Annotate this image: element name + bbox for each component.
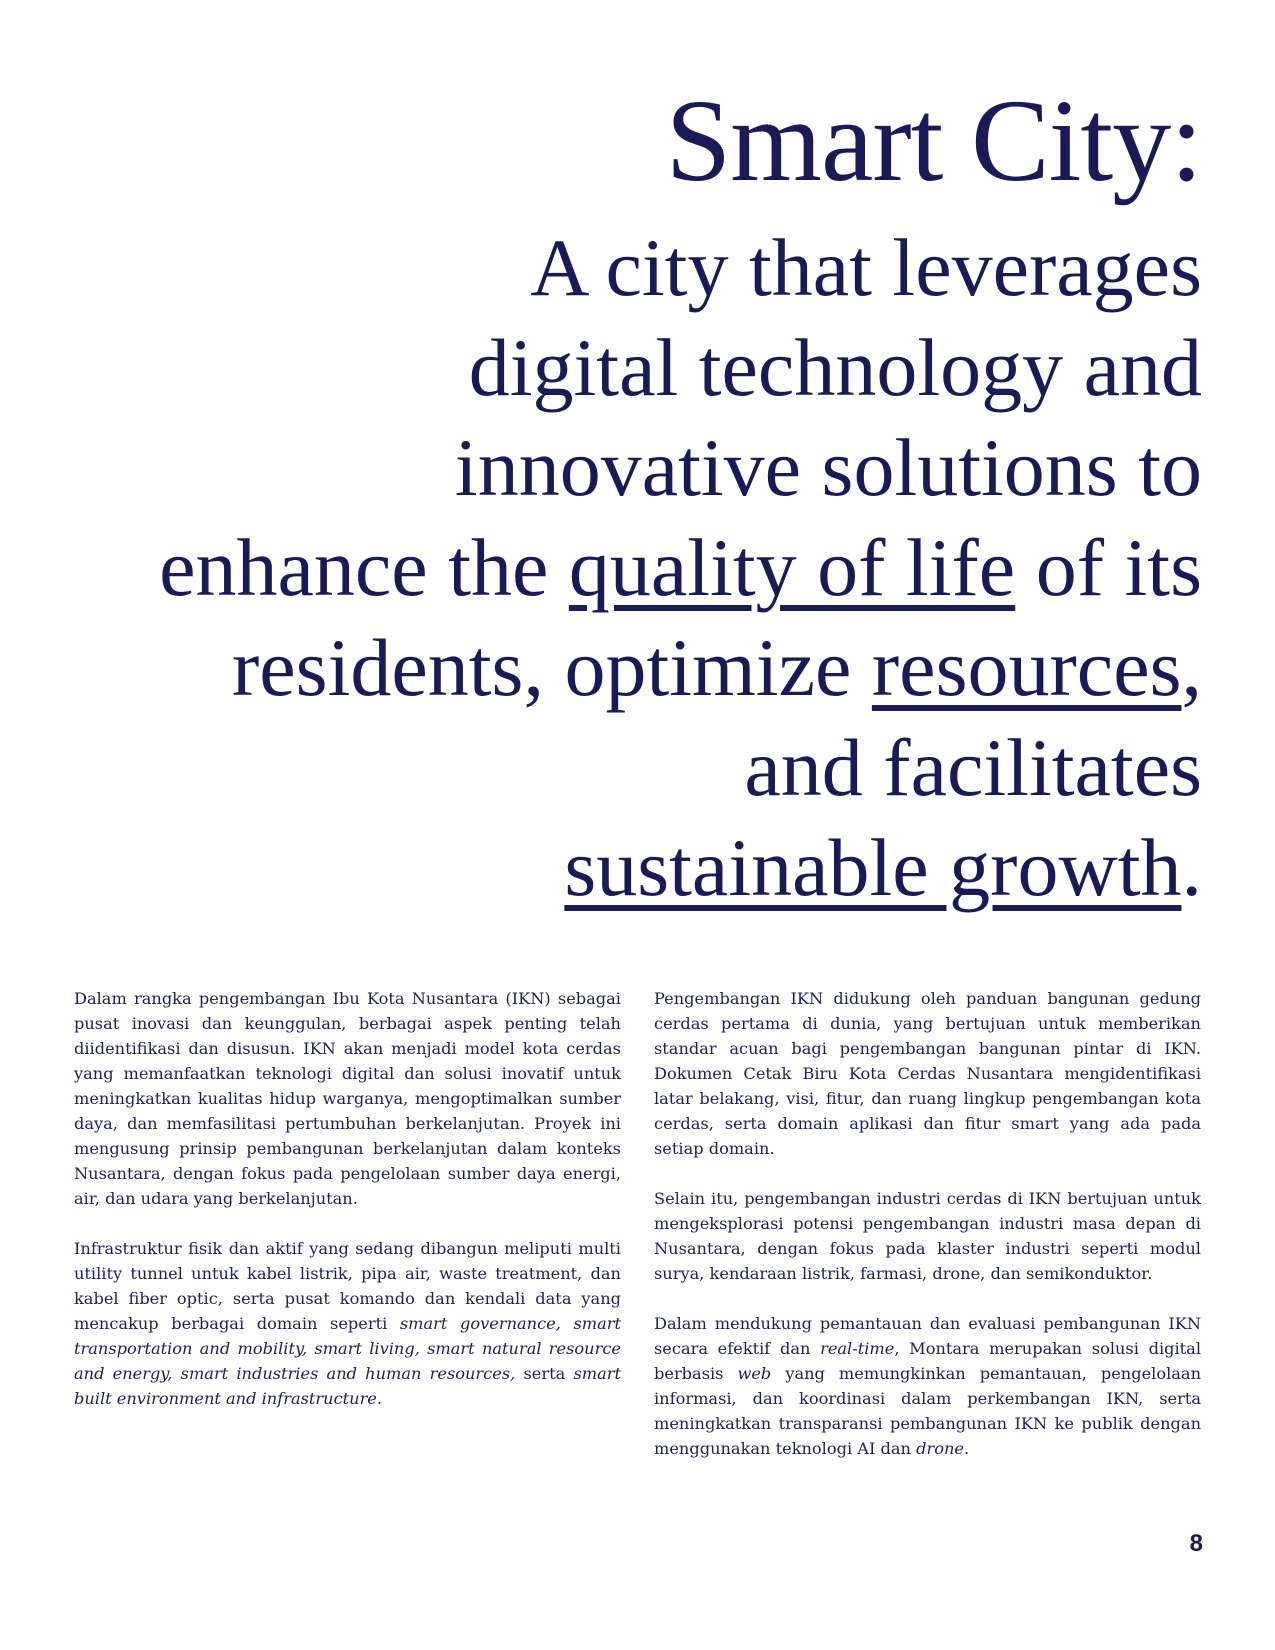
right-p3-italic-2: web — [737, 1364, 772, 1383]
heading-line-1: A city that leverages — [530, 222, 1202, 313]
heading-line-4 — [82, 518, 1202, 618]
left-p2-text-b: serta — [515, 1364, 574, 1383]
right-p3-text-b: , Montara merupakan solusi digital berbasis — [654, 1339, 1201, 1383]
right-paragraph-1: Pengembangan IKN didukung oleh panduan bangunan gedung cerdas pertama di dunia, yang bertujuan untuk memberikan standar acuan bagi pengembangan bangunan pintar di IKN. Dokumen Cetak Biru Kota Cerdas Nusantara mengidentifikasi latar belakang, visi, fitur, dan ruang lingkup pengembangan kota cerdas, serta domain aplikasi dan fitur smart yang ada pada setiap domain. — [654, 989, 1201, 1158]
right-p3-text-d: . — [963, 1439, 970, 1458]
heading-line-5 — [82, 618, 1202, 718]
right-paragraph-3 — [654, 1311, 1201, 1461]
right-p3-text-a: Dalam mendukung pemantauan dan evaluasi pembangunan IKN secara efektif dan — [654, 1314, 1201, 1358]
right-p3-italic-1: real-time — [820, 1339, 895, 1358]
heading-line-3: innovative solutions to — [454, 422, 1202, 513]
left-p2-text-c: . — [376, 1389, 383, 1408]
page-number: 8 — [1189, 1530, 1203, 1557]
heading-line-5-pre: residents, optimize — [231, 622, 872, 713]
heading-line-5-post: , — [1181, 622, 1202, 713]
heading-line-7-post: . — [1181, 822, 1202, 913]
heading-line-4-post: of its — [1015, 522, 1202, 613]
heading-line-4-pre: enhance the — [159, 522, 569, 613]
underlined-sustainable-growth: sustainable growth — [564, 822, 1182, 913]
left-paragraph-2 — [74, 1236, 621, 1411]
page-title: Smart City: — [665, 75, 1202, 206]
left-paragraph-1: Dalam rangka pengembangan Ibu Kota Nusantara (IKN) sebagai pusat inovasi dan keunggulan, berbagai aspek penting telah diidentifikasi dan disusun. IKN akan menjadi model kota cerdas yang memanfaatkan teknologi digital dan solusi inovatif untuk meningkatkan kualitas hidup warganya, mengoptimalkan sumber daya, dan memfasilitasi pertumbuhan berkelanjutan. Proyek ini mengusung prinsip pembangunan berkelanjutan dalam konteks Nusantara, dengan fokus pada pengelolaan sumber daya energi, air, dan udara yang berkelanjutan. — [74, 989, 621, 1208]
left-p2-italic-2: smart built environment and infrastructure — [74, 1364, 621, 1408]
heading-line-7 — [82, 818, 1202, 918]
page-heading — [82, 75, 1202, 918]
heading-line-6: and facilitates — [744, 722, 1202, 813]
underlined-quality-of-life: quality of life — [568, 522, 1016, 613]
left-p2-italic-1: smart governance, smart transportation and mobility, smart living, smart natural resource and energy, smart industries and human resources, — [74, 1314, 621, 1383]
underlined-resources: resources — [871, 622, 1182, 713]
right-p3-text-c: yang memungkinkan pemantauan, pengelolaan informasi, dan koordinasi dalam perkembangan IKN, serta meningkatkan transparansi pembangunan IKN ke publik dengan menggunakan teknologi AI dan — [654, 1364, 1201, 1458]
left-column — [74, 986, 621, 1436]
left-p2-text-a: Infrastruktur fisik dan aktif yang sedang dibangun meliputi multi utility tunnel untuk kabel listrik, pipa air, waste treatment, dan kabel fiber optic, serta pusat komando dan kendali data yang mencakup berbagai domain seperti — [74, 1239, 621, 1333]
heading-line-2: digital technology and — [468, 322, 1202, 413]
right-column — [654, 986, 1201, 1486]
right-paragraph-2: Selain itu, pengembangan industri cerdas di IKN bertujuan untuk mengeksplorasi potensi pengembangan industri masa depan di Nusantara, dengan fokus pada klaster industri seperti modul surya, kendaraan listrik, farmasi, drone, dan semikonduktor. — [654, 1189, 1201, 1283]
right-p3-italic-3: drone — [916, 1439, 964, 1458]
